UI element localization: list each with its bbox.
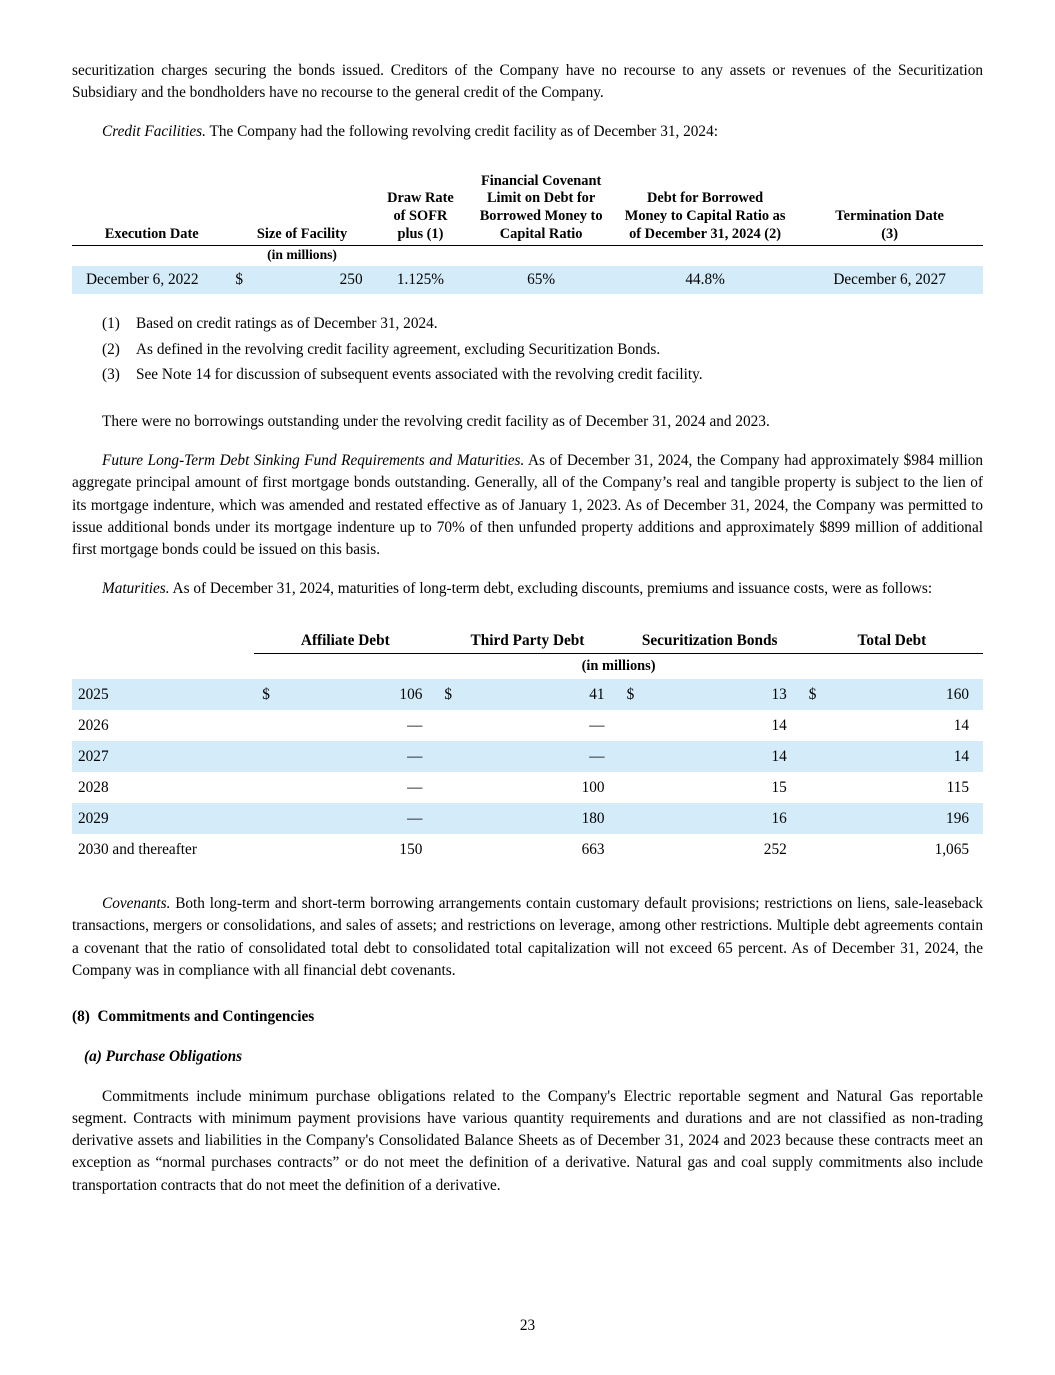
table-row (72, 803, 983, 834)
covenants-text: Both long-term and short-term borrowing arrangements contain customary default provisions; restrictions on liens, sale-leaseback transactions, mergers or consolidations, and sales of assets; and restrictions on leverage, among other restrictions. Multiple debt agreements contain a covenant that the ratio of consolidated total debt to consolidated total capitalization will not exceed 65 percent. As of December 31, 2024, the Company was in compliance with all financial debt covenants. (72, 895, 983, 979)
cell-affiliate-currency (254, 772, 290, 803)
units-spacer-5 (796, 245, 983, 266)
cell-affiliate-currency (254, 803, 290, 834)
cell-sec-currency (619, 741, 655, 772)
units-spacer-3 (468, 245, 614, 266)
purchase-obligations-body: Commitments include minimum purchase obligations related to the Company's Electric reportable segment and Natural Gas reportable segment. Contracts with minimum payment provisions have various quantity requirements and durations and are not classified as non-trading derivative assets and liabilities in the Company's Consolidated Balance Sheets as of December 31, 2024 and 2023 because these contracts meet an exception as “normal purchases contracts” or do not meet the definition of a derivative. Natural gas and coal supply commitments also include transportation contracts that do not meet the definition of a derivative. (72, 1087, 983, 1194)
page-number: 23 (519, 1316, 536, 1334)
cell-third-party: 41 (589, 685, 605, 703)
cell-affiliate: 150 (399, 840, 423, 858)
cell-year: 2029 (78, 809, 109, 827)
maturities-paragraph (72, 578, 983, 600)
future-debt-label: Future Long-Term Debt Sinking Fund Requirements and Maturities. (102, 452, 525, 470)
footnote-number: (2) (102, 340, 120, 358)
covenants-paragraph (72, 893, 983, 982)
cell-third-party: 180 (581, 809, 605, 827)
section-heading (72, 1008, 983, 1026)
credit-facility-footnotes (102, 312, 983, 387)
credit-facilities-lead-text: The Company had the following revolving credit facility as of December 31, 2024: (205, 123, 718, 141)
cell-draw-rate: 1.125% (396, 270, 445, 288)
list-item (102, 312, 983, 336)
maturities-table (72, 630, 983, 865)
cell-year: 2027 (78, 747, 109, 765)
no-borrowings-paragraph: There were no borrowings outstanding under the revolving credit facility as of December 31, 2024 and 2023. (102, 413, 770, 431)
cell-third-currency (436, 710, 472, 741)
cell-affiliate: — (407, 747, 423, 765)
cell-total: 196 (946, 809, 969, 827)
cell-affiliate: 106 (399, 685, 423, 703)
cell-total-currency: $ (808, 685, 817, 703)
cell-sec-currency: $ (626, 685, 635, 703)
units-in-millions: (in millions) (267, 246, 337, 262)
cell-total: 160 (946, 685, 969, 703)
cell-total-currency (801, 803, 837, 834)
future-debt-text: As of December 31, 2024, the Company had approximately $984 million aggregate principal amount of first mortgage bonds outstanding. Generally, all of the Company’s real and tangible property is subject to the lien of its mortgage indenture, which was amended and restated effective as of January 1, 2023. As of December 31, 2024, the Company was permitted to issue additional bonds under its mortgage indenture up to 70% of then unfunded property additions and approximately $899 million of additional first mortgage bonds could be issued on this basis. (72, 452, 984, 558)
subsection-heading: (a) Purchase Obligations (84, 1047, 243, 1065)
header-termination-date: Termination Date (3) (796, 172, 983, 246)
units-spacer (72, 654, 254, 680)
header-debt-to-capital-ratio: Debt for Borrowed Money to Capital Ratio as of December 31, 2024 (2) (614, 172, 796, 246)
cell-total-currency (801, 741, 837, 772)
footnote-text: Based on credit ratings as of December 31, 2024. (136, 314, 438, 332)
maturities-units-row (72, 654, 983, 680)
cell-third-party: — (589, 716, 605, 734)
cell-affiliate-currency (254, 710, 290, 741)
cell-affiliate: — (407, 778, 423, 796)
cell-currency-symbol: $ (235, 270, 244, 288)
covenants-label: Covenants. (102, 895, 171, 913)
maturities-text: As of December 31, 2024, maturities of long-term debt, excluding discounts, premiums and issuance costs, were as follows: (169, 580, 933, 598)
cell-sec-currency (619, 803, 655, 834)
cell-affiliate-currency: $ (262, 685, 270, 703)
table-row (72, 741, 983, 772)
units-spacer-2 (373, 245, 469, 266)
header-financial-covenant-limit: Financial Covenant Limit on Debt for Borrowed Money to Capital Ratio (468, 172, 614, 246)
header-third-party-debt: Third Party Debt (436, 630, 618, 654)
credit-facility-header-row (72, 172, 983, 246)
cell-third-party: — (589, 747, 605, 765)
list-item (102, 363, 983, 387)
header-total-debt: Total Debt (801, 630, 983, 654)
credit-facility-table (72, 172, 983, 294)
cell-third-currency (436, 772, 472, 803)
cell-affiliate-currency (254, 834, 290, 865)
cell-termination-date: December 6, 2027 (833, 270, 946, 288)
cell-third-party: 100 (581, 778, 605, 796)
table-row (72, 834, 983, 865)
cell-third-party: 663 (581, 840, 605, 858)
maturities-header-row (72, 630, 983, 654)
cell-securitization: 13 (771, 685, 787, 703)
cell-total: 14 (953, 747, 969, 765)
section-title: Commitments and Contingencies (97, 1007, 315, 1025)
maturities-body (72, 679, 983, 865)
future-debt-paragraph (72, 450, 983, 561)
intro-paragraph: securitization charges securing the bonds issued. Creditors of the Company have no recourse to any assets or revenues of the Securitization Subsidiary and the bondholders have no recourse to the general credit of the Company. (72, 62, 983, 102)
cell-year: 2028 (78, 778, 109, 796)
cell-total-currency (801, 772, 837, 803)
header-draw-rate: Draw Rate of SOFR plus (1) (373, 172, 469, 246)
cell-securitization: 14 (771, 747, 787, 765)
footnote-text: As defined in the revolving credit facility agreement, excluding Securitization Bonds. (136, 340, 661, 358)
cell-year: 2025 (78, 685, 109, 703)
footnote-text: See Note 14 for discussion of subsequent events associated with the revolving credit facility. (136, 366, 703, 384)
header-affiliate-debt: Affiliate Debt (254, 630, 436, 654)
footnote-number: (1) (102, 314, 120, 332)
cell-size: 250 (339, 270, 363, 288)
header-execution-date: Execution Date (72, 172, 231, 246)
cell-securitization: 252 (763, 840, 787, 858)
cell-securitization: 14 (771, 716, 787, 734)
maturities-label: Maturities. (102, 580, 170, 598)
cell-execution-date: December 6, 2022 (86, 270, 199, 288)
table-row (72, 266, 983, 294)
cell-covenant-limit: 65% (527, 270, 556, 288)
section-number: (8) (72, 1007, 90, 1025)
credit-facility-units-row (72, 245, 983, 266)
cell-sec-currency (619, 710, 655, 741)
cell-third-currency: $ (444, 685, 453, 703)
cell-total: 115 (946, 778, 969, 796)
cell-total: 1,065 (934, 840, 969, 858)
table-row (72, 679, 983, 710)
header-securitization-bonds: Securitization Bonds (619, 630, 801, 654)
header-size-of-facility: Size of Facility (231, 172, 372, 246)
cell-affiliate-currency (254, 741, 290, 772)
cell-third-currency (436, 834, 472, 865)
cell-sec-currency (619, 834, 655, 865)
cell-year: 2026 (78, 716, 109, 734)
table-row (72, 710, 983, 741)
maturities-units-label: (in millions) (581, 658, 656, 675)
cell-securitization: 15 (771, 778, 787, 796)
footnote-number: (3) (102, 366, 120, 384)
cell-securitization: 16 (771, 809, 787, 827)
credit-facilities-label: Credit Facilities. (102, 123, 206, 141)
cell-total-currency (801, 710, 837, 741)
cell-third-currency (436, 803, 472, 834)
credit-facilities-lead (72, 121, 983, 143)
cell-year: 2030 and thereafter (78, 840, 197, 858)
cell-affiliate: — (407, 716, 423, 734)
header-spacer (72, 630, 254, 654)
cell-sec-currency (619, 772, 655, 803)
units-spacer-4 (614, 245, 796, 266)
cell-affiliate: — (407, 809, 423, 827)
list-item (102, 338, 983, 362)
cell-total: 14 (953, 716, 969, 734)
cell-total-currency (801, 834, 837, 865)
table-row (72, 772, 983, 803)
cell-ratio: 44.8% (685, 270, 725, 288)
units-spacer-1 (72, 245, 231, 266)
cell-third-currency (436, 741, 472, 772)
